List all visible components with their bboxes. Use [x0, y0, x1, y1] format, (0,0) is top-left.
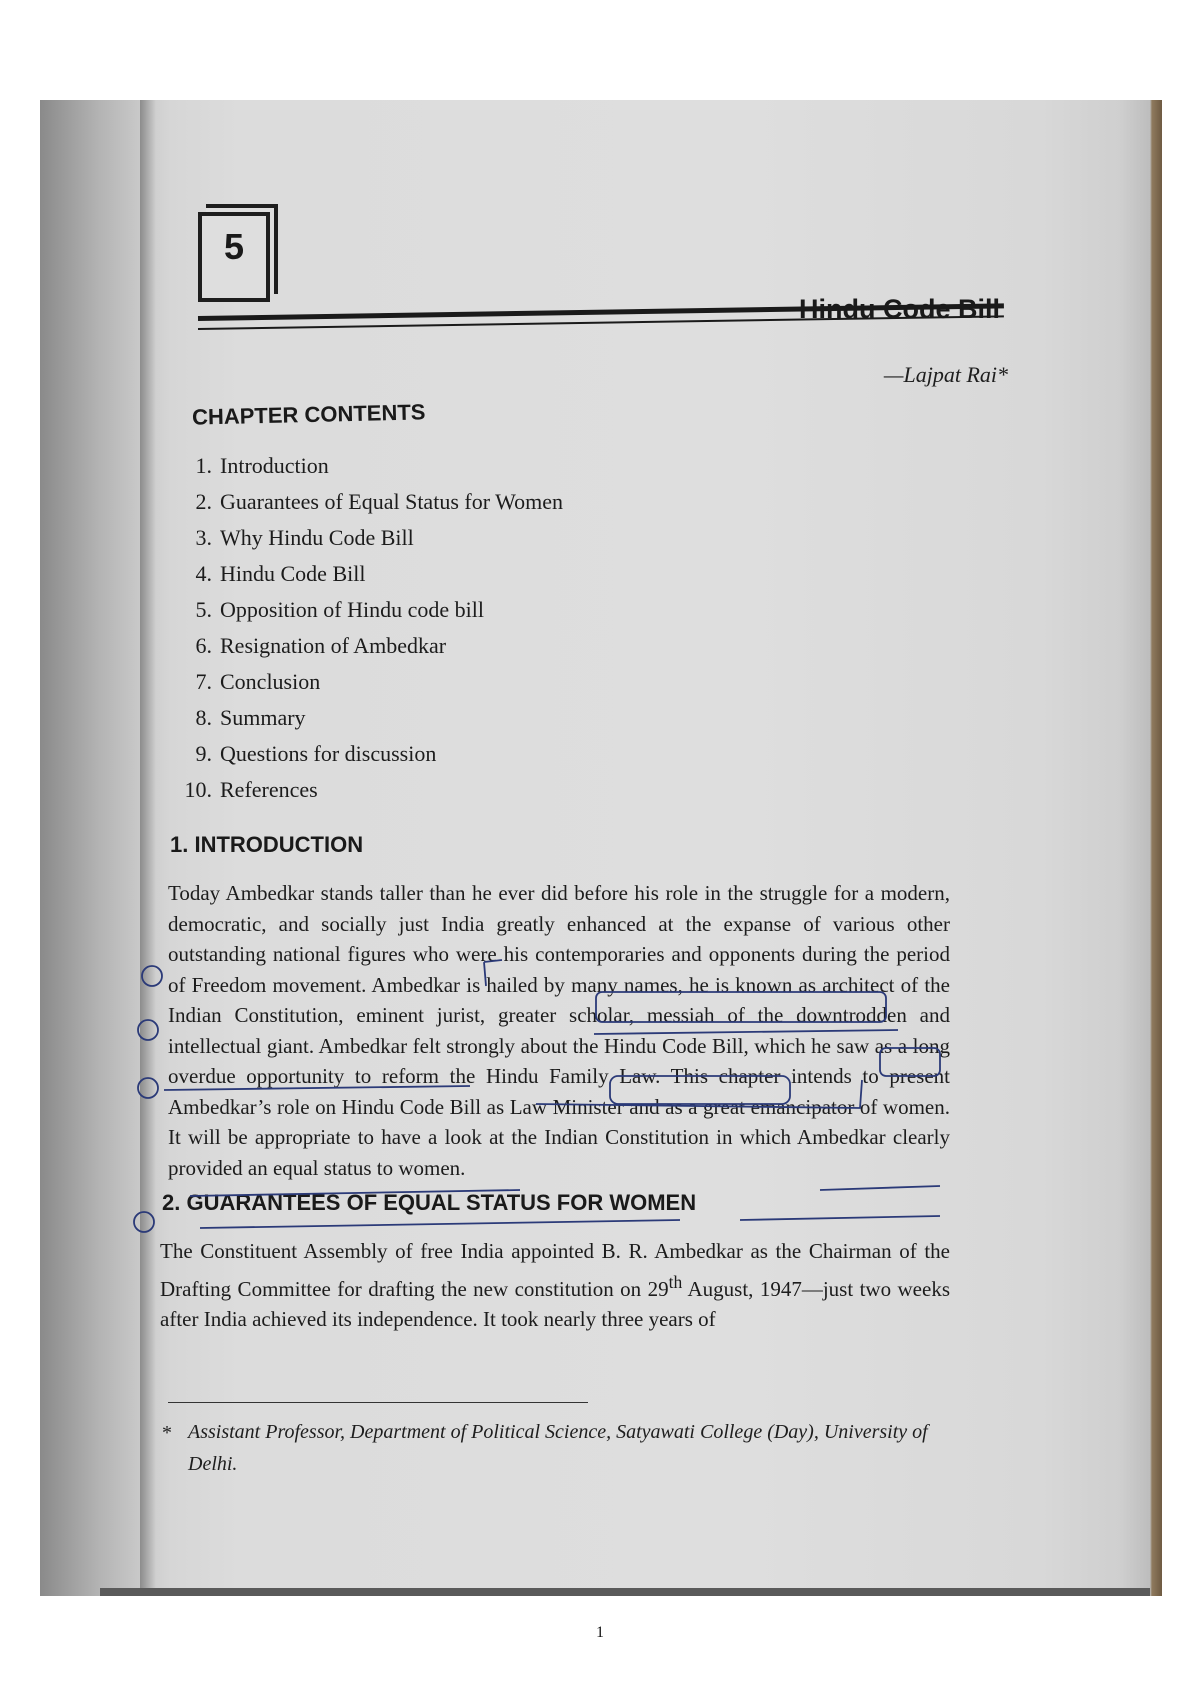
contents-item-label: Why Hindu Code Bill [220, 525, 414, 550]
footnote-text: Assistant Professor, Department of Political Science, Satyawati College (Day), University of Delhi. [188, 1421, 928, 1475]
contents-item-label: Hindu Code Bill [220, 561, 366, 586]
section-heading-guarantees: 2. GUARANTEES OF EQUAL STATUS FOR WOMEN [162, 1190, 697, 1215]
contents-item: 5. Opposition of Hindu code bill [180, 592, 563, 628]
pen-annotations [40, 100, 1162, 1596]
highlight-box [880, 1048, 940, 1076]
underline-mark [820, 1186, 940, 1190]
contents-item: 8. Summary [180, 700, 563, 736]
contents-item-label: Introduction [220, 453, 329, 478]
chapter-author: —Lajpat Rai* [883, 362, 1008, 387]
contents-item: 9. Questions for discussion [180, 736, 563, 772]
highlight-box [596, 992, 886, 1022]
underline-mark [164, 1086, 470, 1090]
guarantees-paragraph: The Constituent Assembly of free India appointed B. R. Ambedkar as the Chairman of the Drafting Committee for drafting the new constitution on 29th August, 1947—just two weeks after India achieved its independence. It took nearly three years of [160, 1239, 951, 1331]
section-heading-introduction: 1. INTRODUCTION [170, 832, 364, 857]
chapter-title: Hindu Code Bill [799, 294, 1000, 324]
underline-mark [190, 1190, 520, 1196]
contents-item-label: Questions for discussion [220, 741, 437, 766]
underline-mark [594, 1030, 898, 1034]
contents-item: 1. Introduction [180, 448, 563, 484]
contents-item: 6. Resignation of Ambedkar [180, 628, 563, 664]
contents-item: 4. Hindu Code Bill [180, 556, 563, 592]
margin-circle-mark [138, 1020, 158, 1040]
underline-mark [740, 1216, 940, 1220]
footnote-marker: * [162, 1422, 172, 1444]
margin-circle-mark [138, 1078, 158, 1098]
contents-item-label: Resignation of Ambedkar [220, 633, 447, 658]
contents-item-label: Opposition of Hindu code bill [220, 597, 484, 622]
page-number: 1 [596, 1624, 604, 1641]
contents-item: 2. Guarantees of Equal Status for Women [180, 484, 563, 520]
underline-mark [200, 1220, 680, 1228]
page-photo [40, 100, 1162, 1596]
introduction-paragraph: Today Ambedkar stands taller than he ever did before his role in the struggle for a modern, democratic, and socially just India greatly enhanced at the expanse of various other outstanding national figures who were his contemporaries and opponents during the period of Freedom movement. Ambedkar is hailed by many names, he is known as architect of the Indian Constitution, eminent jurist, greater scholar, messiah of the downtrodden and intellectual giant. Ambedkar felt strongly about the Hindu Code Bill, which he saw as a long overdue opportunity to reform the Hindu Family Law. This chapter intends to present Ambedkar’s role on Hindu Code Bill as Law Minister and as a great emancipator of women. It will be appropriate to have a look at the Indian Constitution in which Ambedkar clearly provided an equal status to women. [168, 881, 950, 1180]
margin-circle-mark [134, 1212, 154, 1232]
contents-item: 3. Why Hindu Code Bill [180, 520, 563, 556]
contents-item: 10. References [180, 772, 563, 808]
contents-item-label: Conclusion [220, 669, 321, 694]
contents-item: 7. Conclusion [180, 664, 563, 700]
contents-item-label: References [220, 777, 318, 802]
contents-item-label: Summary [220, 705, 306, 730]
contents-heading: CHAPTER CONTENTS [191, 399, 426, 430]
chapter-number: 5 [223, 226, 245, 267]
highlight-box [610, 1076, 790, 1104]
margin-circle-mark [142, 966, 162, 986]
contents-item-label: Guarantees of Equal Status for Women [220, 489, 564, 514]
bracket-mark [484, 960, 502, 986]
